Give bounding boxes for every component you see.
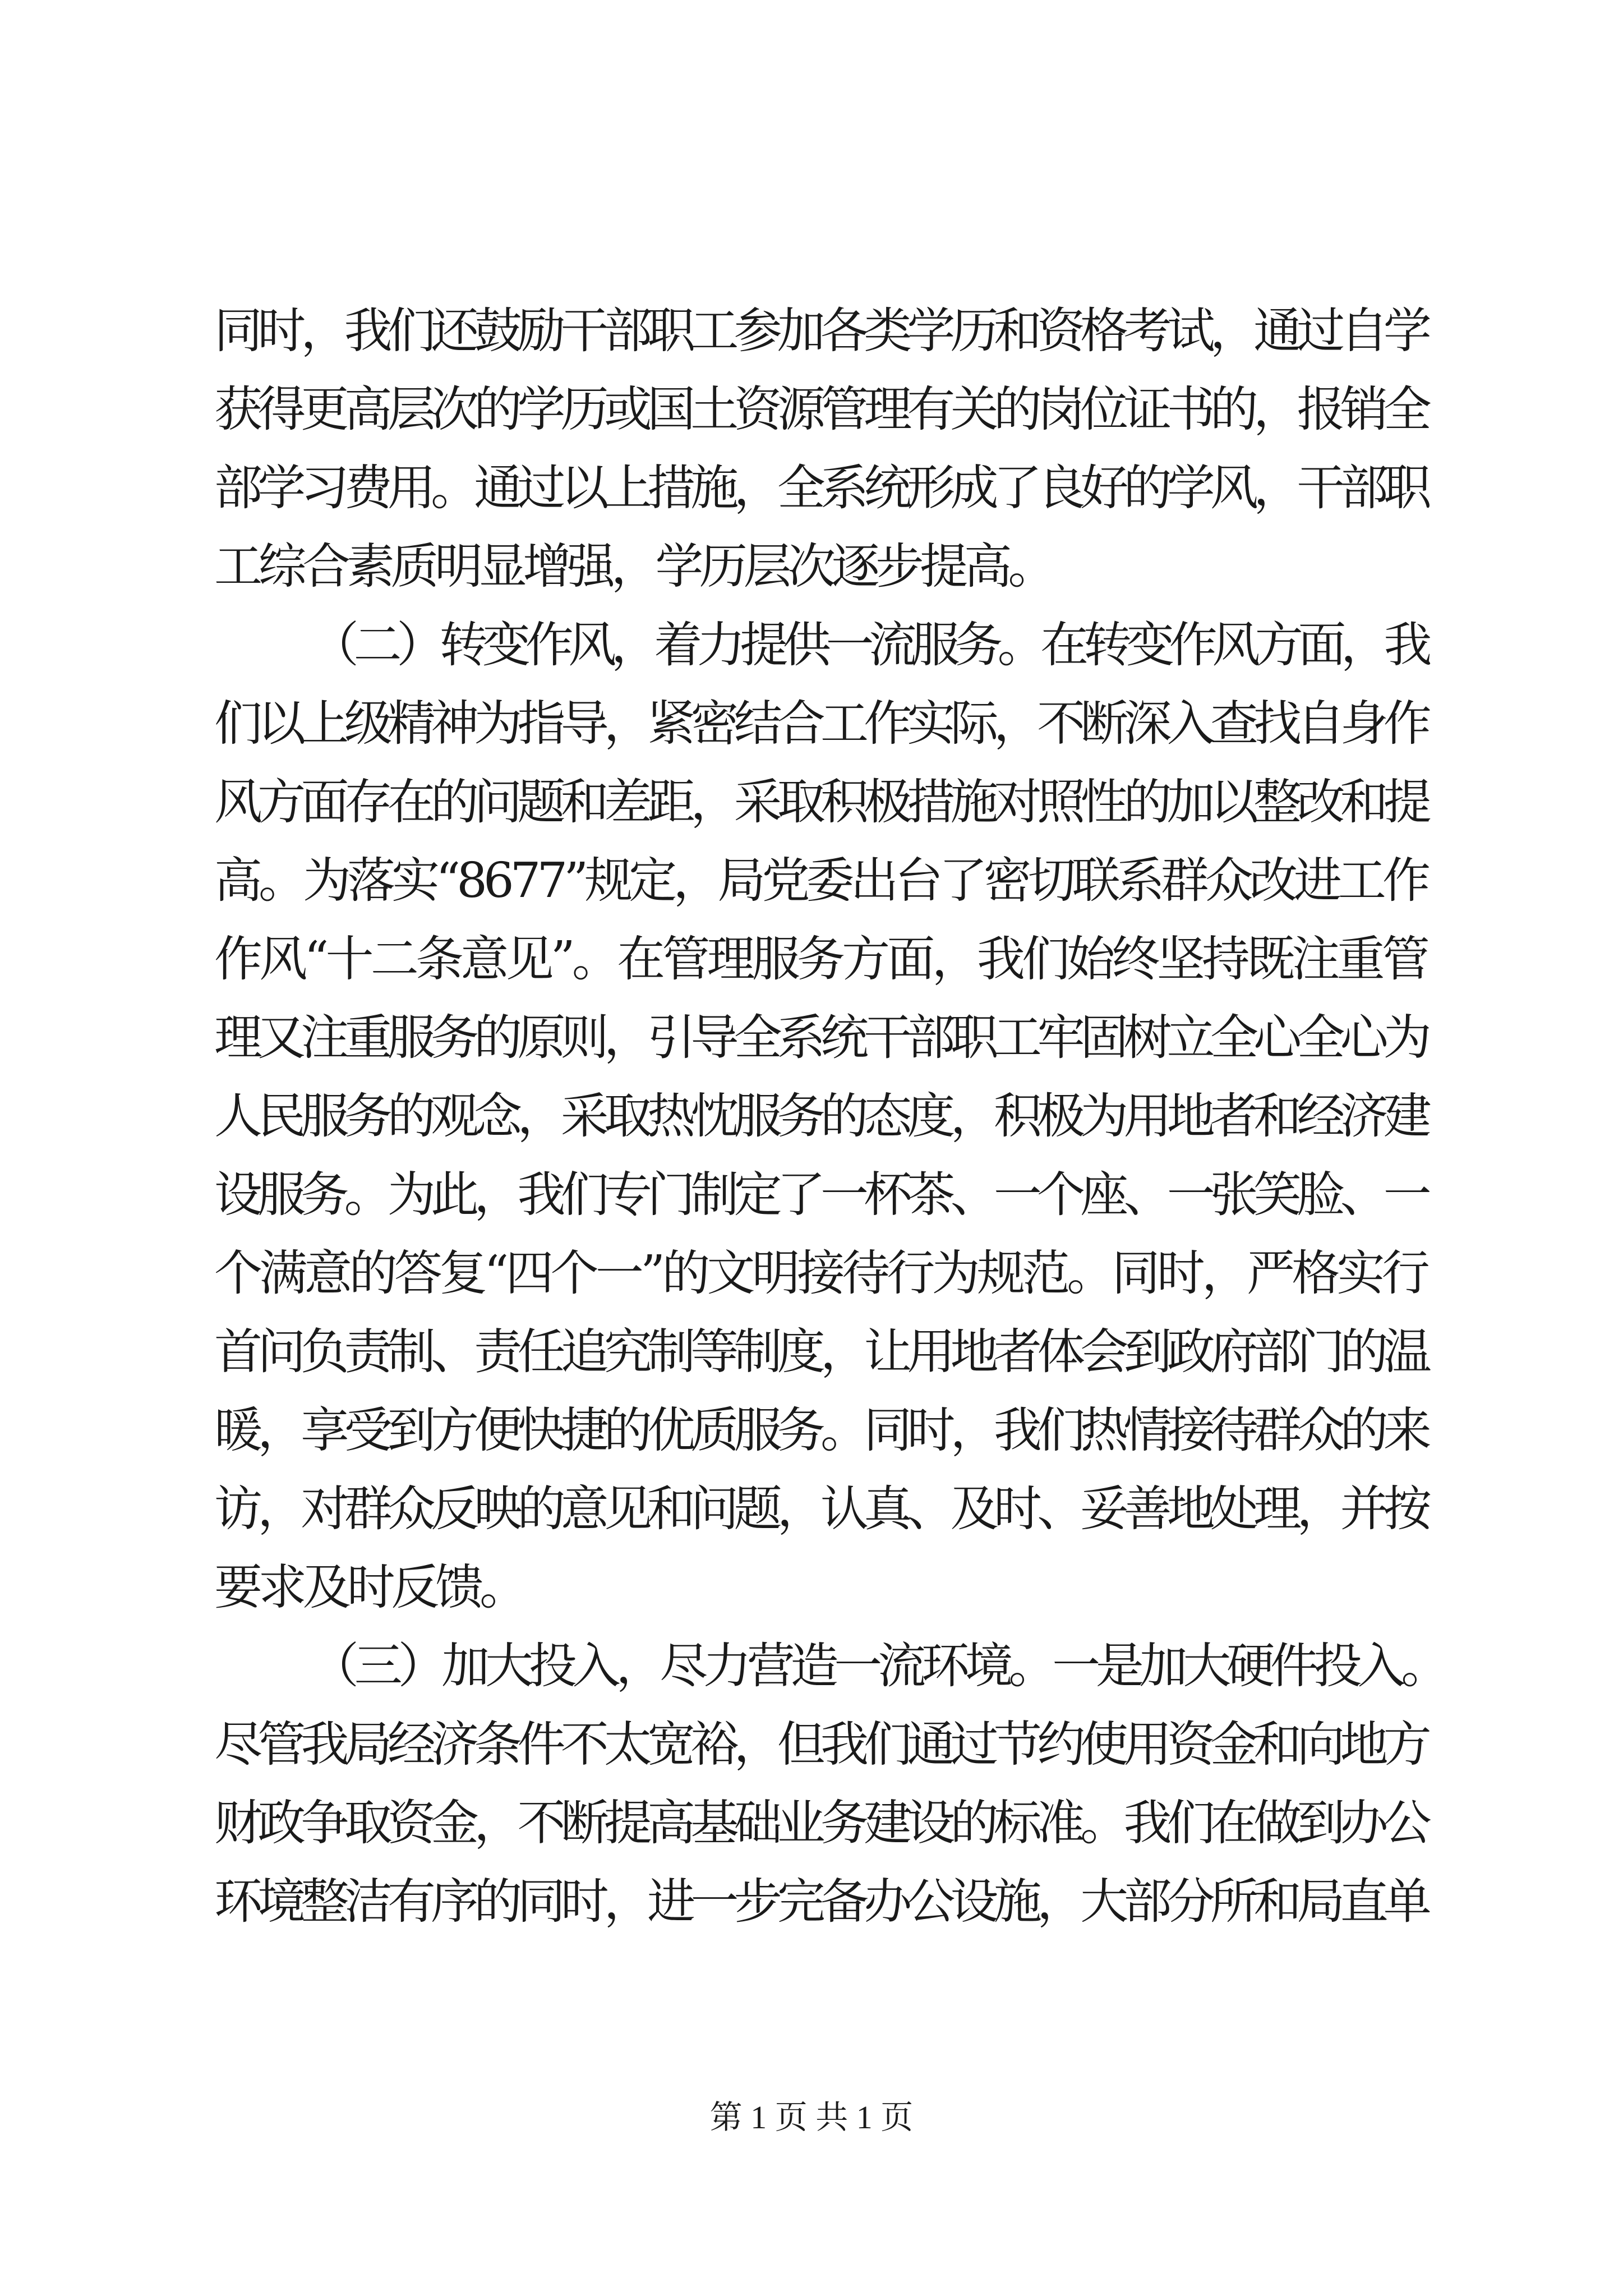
body-text-line: 尽管我局经济条件不太宽裕，但我们通过节约使用资金和向地方: [214, 1717, 1427, 1773]
body-text-line: 人民服务的观念，采取热忱服务的态度，积极为用地者和经济建: [214, 1088, 1427, 1144]
section-heading-line: （二）转变作风，着力提供一流服务。在转变作风方面，我: [311, 617, 1427, 673]
page-number-footer: 第 1 页 共 1 页: [709, 2099, 914, 2136]
section-heading-line: （三）加大投入，尽力营造一流环境。一是加大硬件投入。: [311, 1638, 1445, 1694]
body-text-line: 财政争取资金，不断提高基础业务建设的标准。我们在做到办公: [214, 1795, 1427, 1851]
body-text-line: 工综合素质明显增强，学历层次逐步提高。: [214, 539, 1052, 595]
body-text-line: 理又注重服务的原则，引导全系统干部职工牢固树立全心全心为: [214, 1010, 1427, 1066]
body-text-line: 要求及时反馈。: [214, 1559, 524, 1616]
body-text-line: 作风“十二条意见”。在管理服务方面，我们始终坚持既注重管: [214, 931, 1427, 987]
body-text-line: 获得更高层次的学历或国土资源管理有关的岗位证书的，报销全: [214, 381, 1427, 438]
body-text-line: 个满意的答复“四个一”的文明接待行为规范。同时，严格实行: [214, 1245, 1427, 1301]
body-text-line: 高。为落实“8677”规定，局党委出台了密切联系群众改进工作: [214, 853, 1427, 909]
body-text-line: 同时，我们还鼓励干部职工参加各类学历和资格考试，通过自学: [214, 303, 1427, 359]
body-text-line: 访，对群众反映的意见和问题，认真、及时、妥善地处理，并按: [214, 1481, 1427, 1537]
body-text-line: 部学习费用。通过以上措施，全系统形成了良好的学风，干部职: [214, 460, 1427, 516]
body-text-line: 暖，享受到方便快捷的优质服务。同时，我们热情接待群众的来: [214, 1402, 1427, 1458]
body-text-line: 环境整洁有序的同时，进一步完备办公设施，大部分所和局直单: [214, 1874, 1427, 1930]
body-text-line: 风方面存在的问题和差距，采取积极措施对照性的加以整改和提: [214, 774, 1427, 830]
body-text-line: 们以上级精神为指导，紧密结合工作实际，不断深入查找自身作: [214, 696, 1427, 752]
body-text-line: 设服务。为此，我们专门制定了一杯茶、一个座、一张笑脸、一: [214, 1167, 1427, 1223]
body-text-line: 首问负责制、责任追究制等制度，让用地者体会到政府部门的温: [214, 1324, 1427, 1380]
